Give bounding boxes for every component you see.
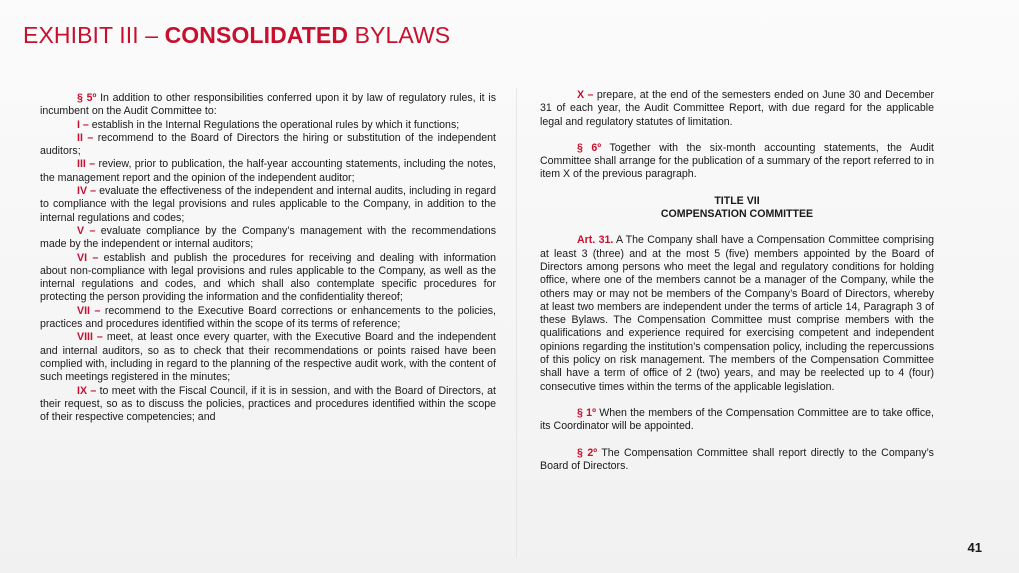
clause-marker: § 6º	[577, 141, 602, 154]
item-i	[40, 119, 496, 132]
item-iv	[40, 185, 496, 225]
clause-marker: III –	[77, 158, 96, 171]
item-ix	[40, 385, 496, 425]
clause-marker: VIII –	[77, 331, 103, 344]
clause-marker: II –	[77, 131, 94, 144]
clause-marker: VII –	[77, 304, 101, 317]
paragraph-1	[540, 407, 934, 434]
clause-text: In addition to other responsibilities conferred upon it by law of regulatory rules, it is incumbent on the Audit Committee to:	[40, 92, 496, 118]
section-title: TITLE VII	[714, 194, 760, 207]
item-ii	[40, 132, 496, 159]
section-subtitle: COMPENSATION COMMITTEE	[660, 208, 814, 221]
clause-text: prepare, at the end of the semesters ended on June 30 and December 31 of each year, the Audit Committee Report, with due regard for the applicable legal and regulatory statutes of limitation.	[540, 89, 935, 128]
clause-text: evaluate the effectiveness of the independent and internal audits, including in regard to compliance with the legal provisions and rules applicable to the Company, in addition to the internal regulations and codes;	[40, 185, 496, 224]
clause-marker: Art. 31.	[577, 234, 614, 247]
article-31	[540, 234, 934, 394]
clause-marker: V –	[77, 224, 96, 237]
page-title	[23, 22, 450, 49]
paragraph-5	[40, 92, 496, 119]
clause-marker: § 5º	[77, 92, 97, 104]
clause-text: recommend to the Board of Directors the hiring or substitution of the independent auditors;	[40, 131, 496, 158]
item-viii	[40, 331, 496, 384]
left-column	[40, 92, 496, 424]
clause-text: establish and publish the procedures for receiving and dealing with information about non-compliance with legal provisions and rules applicable to the Company, as well as the internal regulations and codes, and which shall also contemplate specific procedures for protecting the person providing the information and the confidentiality thereof;	[40, 251, 496, 304]
clause-text: The Compensation Committee shall report directly to the Company’s Board of Directors.	[540, 446, 934, 472]
right-column	[540, 89, 934, 473]
clause-marker: § 1º	[577, 406, 596, 419]
page-number: 41	[967, 540, 982, 555]
clause-marker: X –	[577, 89, 594, 101]
clause-text: When the members of the Compensation Committee are to take office, its Coordinator will be appointed.	[540, 406, 934, 433]
clause-text: establish in the Internal Regulations the operational rules by which it functions;	[88, 118, 460, 131]
clause-marker: VI –	[77, 251, 99, 264]
clause-marker: IV –	[77, 185, 97, 198]
clause-marker: IX –	[77, 384, 97, 397]
clause-marker: § 2º	[577, 446, 598, 459]
title-prefix: EXHIBIT III –	[23, 22, 165, 48]
clause-text: A The Company shall have a Compensation Committee comprising at least 3 (three) and at the most 5 (five) members appointed by the Board of Directors among persons who meet the legal and regulatory conditions for holding office, where one of the members cannot be a manager of the Company, while the others may or may not be members of the Company’s Board of Directors, whereby at least two members are independent under the terms of article 14, Paragraph 3 of these Bylaws. The Compensation Committee must comprise members with the qualifications and experience required for exercising competent and independent opinions regarding the institution’s compensation policy, including the repercussions of this policy on risk management. The members of the Compensation Committee shall have a term of office of 2 (two) years, and may be reelected up to 4 (four) consecutive times within the terms of the applicable legislation.	[540, 234, 934, 393]
title-suffix: BYLAWS	[348, 22, 451, 48]
clause-text: review, prior to publication, the half-year accounting statements, including the notes, the management report and the opinion of the independent auditor;	[40, 158, 496, 184]
clause-text: Together with the six-month accounting statements, the Audit Committee shall arrange for the publication of a summary of the report referred to in item X of the previous paragraph.	[540, 141, 934, 181]
clause-text: to meet with the Fiscal Council, if it is in session, and with the Board of Directors, at their request, so as to discuss the policies, practices and procedures identified within the scope of their respective competencies; and	[40, 384, 496, 424]
title-bold: CONSOLIDATED	[164, 22, 349, 48]
paragraph-2	[540, 447, 934, 474]
clause-marker: I –	[77, 118, 89, 131]
item-v	[40, 225, 496, 252]
clause-text: evaluate compliance by the Company’s management with the recommendations made by the independent or internal auditors;	[40, 224, 496, 251]
clause-text: recommend to the Executive Board corrections or enhancements to the policies, practices and procedures identified within the scope of its terms of reference;	[40, 304, 496, 331]
item-vi	[40, 252, 496, 305]
item-iii	[40, 158, 496, 185]
clause-text: meet, at least once every quarter, with the Executive Board and the independent and internal auditors, so as to check that their recommendations or points raised have been complied with, including in regard to the planning of the respective audit work, with the content of such meetings registered in the minutes;	[40, 331, 497, 384]
item-x	[540, 89, 934, 129]
paragraph-6	[540, 142, 934, 182]
item-vii	[40, 305, 496, 332]
column-divider	[516, 88, 517, 558]
